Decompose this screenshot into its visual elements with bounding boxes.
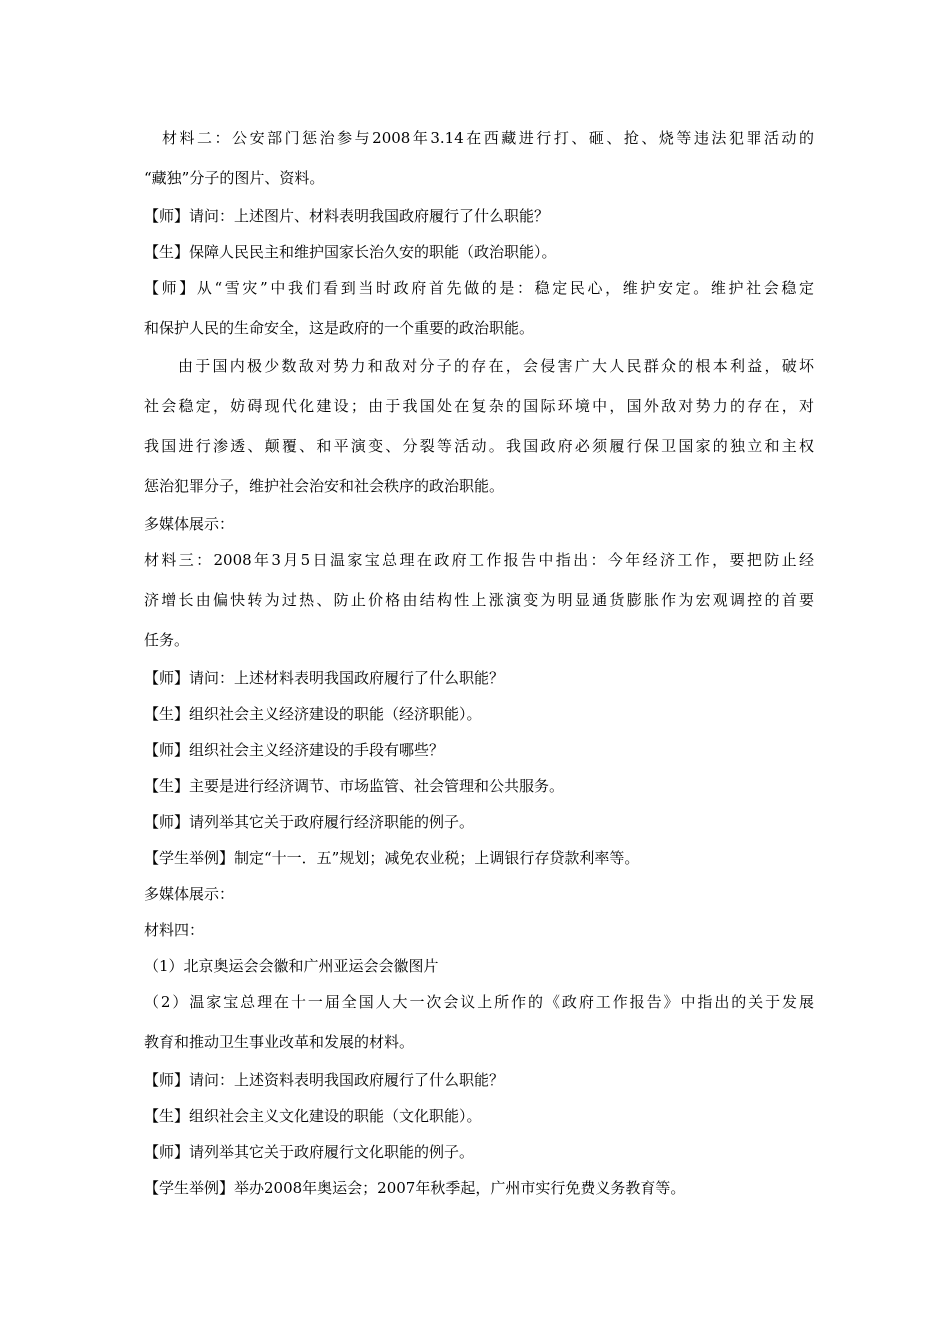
paragraph-line: 多媒体展示： [144,515,235,533]
paragraph-line: 【师】请问：上述图片、材料表明我国政府履行了什么职能？ [144,207,550,225]
paragraph-line: 【师】请问：上述资料表明我国政府履行了什么职能？ [144,1071,505,1089]
paragraph-line: 惩治犯罪分子，维护社会治安和社会秩序的政治职能。 [144,477,505,495]
paragraph-line: 【师】请问：上述材料表明我国政府履行了什么职能？ [144,669,505,687]
paragraph-line: 【师】请列举其它关于政府履行文化职能的例子。 [144,1143,475,1161]
paragraph-line: 材料三：2008年3月5日温家宝总理在政府工作报告中指出：今年经济工作，要把防止经 [144,551,814,569]
paragraph-line: 社会稳定，妨碍现代化建设；由于我国处在复杂的国际环境中，国外敌对势力的存在，对 [144,397,814,415]
paragraph-line: 【生】组织社会主义经济建设的职能（经济职能）。 [144,705,482,723]
paragraph-line: 材料二：公安部门惩治参与2008年3.14在西藏进行打、砸、抢、烧等违法犯罪活动的 [162,129,814,147]
paragraph-line: 【师】从“雪灾”中我们看到当时政府首先做的是：稳定民心，维护安定。维护社会稳定 [144,279,814,297]
paragraph-line: 【师】请列举其它关于政府履行经济职能的例子。 [144,813,475,831]
paragraph-line: 【师】组织社会主义经济建设的手段有哪些？ [144,741,445,759]
paragraph-line: 任务。 [144,631,190,649]
paragraph-line: 教育和推动卫生事业改革和发展的材料。 [144,1033,415,1051]
paragraph-line: （2）温家宝总理在十一届全国人大一次会议上所作的《政府工作报告》中指出的关于发展 [144,993,814,1011]
paragraph-line: 由于国内极少数敌对势力和敌对分子的存在，会侵害广大人民群众的根本利益，破坏 [178,357,814,375]
paragraph-line: 【生】主要是进行经济调节、市场监管、社会管理和公共服务。 [144,777,565,795]
paragraph-line: 济增长由偏快转为过热、防止价格由结构性上涨演变为明显通货膨胀作为宏观调控的首要 [144,591,814,609]
paragraph-line: （1）北京奥运会会徽和广州亚运会会徽图片 [144,957,439,975]
paragraph-line: 【生】保障人民民主和维护国家长治久安的职能（政治职能）。 [144,243,557,261]
paragraph-line: 材料四： [144,921,205,939]
paragraph-line: “藏独”分子的图片、资料。 [144,169,325,187]
paragraph-line: 和保护人民的生命安全，这是政府的一个重要的政治职能。 [144,319,535,337]
paragraph-line: 我国进行渗透、颠覆、和平演变、分裂等活动。我国政府必须履行保卫国家的独立和主权 [144,437,814,455]
paragraph-line: 【学生举例】举办2008年奥运会；2007年秋季起，广州市实行免费义务教育等。 [144,1179,686,1197]
paragraph-line: 【生】组织社会主义文化建设的职能（文化职能）。 [144,1107,482,1125]
paragraph-line: 多媒体展示： [144,885,235,903]
paragraph-line: 【学生举例】制定“十一．五”规划；减免农业税；上调银行存贷款利率等。 [144,849,640,867]
